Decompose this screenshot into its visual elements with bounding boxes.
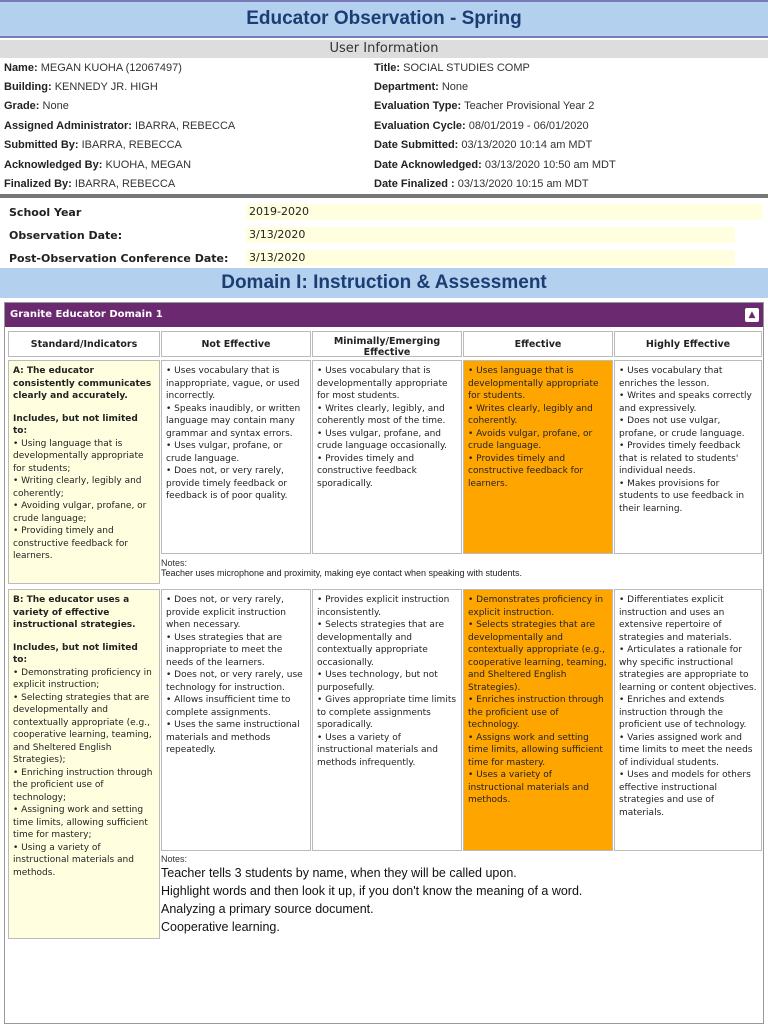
page-title: Educator Observation - Spring [0,0,768,38]
list-item: • Varies assigned work and time limits to meet the needs of individual students. [619,732,757,770]
list-item: • Provides timely and constructive feedback sporadically. [317,453,457,491]
row-b-highly-effective[interactable] [614,589,762,851]
header-standard: Standard/Indicators [8,331,160,357]
school-year-value: 2019-2020 [246,204,762,220]
domain-panel [4,302,764,1024]
list-item: • Using a variety of instructional materials and methods. [13,842,155,880]
user-info-grid [0,60,768,194]
row-b-notes-line-3: Analyzing a primary source document. [161,902,374,916]
row-b-minimal[interactable] [312,589,462,851]
list-item: • Selects strategies that are developmentally and contextually appropriate (e.g., cooperative learning, teaming, and Sheltered English Strategies). [468,619,608,694]
info-department: Department: None [374,81,469,93]
list-item: • Uses and models for others effective instructional strategies and use of materials. [619,769,757,819]
row-b-notes-line-1: Teacher tells 3 students by name, when they will be called upon. [161,866,517,880]
list-item: • Allows insufficient time to complete assignments. [166,694,306,719]
panel-header [5,303,763,327]
row-a-highly-effective[interactable] [614,360,762,554]
row-a-notes-text: Teacher uses microphone and proximity, making eye contact when speaking with students. [161,568,523,578]
row-b-notes-line-2: Highlight words and then look it up, if you don't know the meaning of a word. [161,884,583,898]
list-item: • Does not, or very rarely, provide timely feedback or feedback is of poor quality. [166,465,306,503]
info-admin: Assigned Administrator: IBARRA, REBECCA [4,120,236,132]
info-date-submitted: Date Submitted: 03/13/2020 10:14 am MDT [374,139,593,151]
conference-date-label: Post-Observation Conference Date: [9,252,229,265]
standard-a [8,360,160,584]
row-a-effective[interactable] [463,360,613,554]
list-item: • Demonstrating proficiency in explicit instruction; [13,667,155,692]
list-item: • Differentiates explicit instruction and uses an extensive repertoire of strategies and materials. [619,594,757,644]
list-item: • Speaks inaudibly, or written language may contain many grammar and syntax errors. [166,403,306,441]
list-item: • Demonstrates proficiency in explicit instruction. [468,594,608,619]
standard-a-list [13,438,155,563]
list-item: • Uses a variety of instructional materials and methods. [468,769,608,807]
school-year-label: School Year [9,206,82,219]
section-divider [0,194,768,198]
standard-a-title: A: The educator consistently communicates clearly and accurately. [13,366,152,401]
list-item: • Uses vulgar, profane, or crude language. [166,440,306,465]
row-a-notes [161,558,761,578]
conference-date-row [0,249,768,269]
row-b-notes-line-4: Cooperative learning. [161,920,280,934]
list-item: • Assigning work and setting time limits, allowing sufficient time for mastery; [13,804,155,842]
row-b-minimal-list [317,594,457,769]
info-submitted-by: Submitted By: IBARRA, REBECCA [4,139,182,151]
panel-title: Granite Educator Domain 1 [10,309,163,320]
list-item: • Uses vocabulary that enriches the lesson. [619,365,757,390]
row-a-highly-list [619,365,757,515]
list-item: • Uses a variety of instructional materials and methods infrequently. [317,732,457,770]
info-date-finalized: Date Finalized : 03/13/2020 10:15 am MDT [374,178,589,190]
list-item: • Provides timely and constructive feedback for learners. [468,453,608,491]
standard-b-title: B: The educator uses a variety of effective instructional strategies. [13,595,136,630]
list-item: • Writing clearly, legibly and coherently; [13,475,155,500]
info-name: Name: MEGAN KUOHA (12067497) [4,62,182,74]
standard-b [8,589,160,939]
list-item: • Selects strategies that are developmentally and contextually appropriate occasionally. [317,619,457,669]
row-a-not-effective[interactable] [161,360,311,554]
row-b-notes [161,854,761,936]
list-item: • Writes and speaks correctly and expressively. [619,390,757,415]
row-b-effective[interactable] [463,589,613,851]
observation-date-label: Observation Date: [9,229,123,242]
info-acknowledged-by: Acknowledged By: KUOHA, MEGAN [4,159,192,171]
row-b-not-effective[interactable] [161,589,311,851]
list-item: • Writes clearly, legibly and coherently. [468,403,608,428]
standard-b-list [13,667,155,880]
list-item: • Provides explicit instruction inconsistently. [317,594,457,619]
row-b-notes-label: Notes: [161,854,188,864]
list-item: • Enriching instruction through the proficient use of technology; [13,767,155,805]
row-a-effective-list [468,365,608,490]
list-item: • Makes provisions for students to use feedback in their learning. [619,478,757,516]
header-not-effective: Not Effective [161,331,311,357]
observation-date-value: 3/13/2020 [246,227,735,243]
list-item: • Uses language that is developmentally appropriate for students. [468,365,608,403]
info-evaluation-type: Evaluation Type: Teacher Provisional Year 2 [374,100,595,112]
list-item: • Articulates a rationale for why specific instructional strategies are appropriate to learning or content objectives. [619,644,757,694]
header-minimal: Minimally/Emerging Effective [312,331,462,357]
row-a-minimal-list [317,365,457,490]
domain-title: Domain I: Instruction & Assessment [0,268,768,298]
list-item: • Avoiding vulgar, profane, or crude language; [13,500,155,525]
list-item: • Uses strategies that are inappropriate to meet the needs of the learners. [166,632,306,670]
list-item: • Does not, or very rarely, provide explicit instruction when necessary. [166,594,306,632]
list-item: • Does not use vulgar, profane, or crude language. [619,415,757,440]
info-grade: Grade: None [4,100,69,112]
row-a-not-effective-list [166,365,306,503]
header-effective: Effective [463,331,613,357]
list-item: • Enriches and extends instruction through the proficient use of technology. [619,694,757,732]
user-info-header: User Information [0,40,768,58]
list-item: • Provides timely feedback that is related to students' individual needs. [619,440,757,478]
list-item: • Uses vocabulary that is inappropriate, vague, or used incorrectly. [166,365,306,403]
row-b-effective-list [468,594,608,807]
standard-a-sub: Includes, but not limited to: [13,413,138,436]
info-building: Building: KENNEDY JR. HIGH [4,81,158,93]
list-item: • Avoids vulgar, profane, or crude language. [468,428,608,453]
row-a-minimal[interactable] [312,360,462,554]
list-item: • Uses vulgar, profane, and crude language occasionally. [317,428,457,453]
list-item: • Providing timely and constructive feedback for learners. [13,525,155,563]
row-b-not-effective-list [166,594,306,757]
list-item: • Uses vocabulary that is developmentally appropriate for most students. [317,365,457,403]
school-year-row [0,203,768,223]
info-date-acknowledged: Date Acknowledged: 03/13/2020 10:50 am MDT [374,159,616,171]
list-item: • Does not, or very rarely, use technology for instruction. [166,669,306,694]
row-a-notes-label: Notes: [161,558,188,568]
list-item: • Selecting strategies that are developmentally and contextually appropriate (e.g., cooperative learning, teaming, and Sheltered English Strategies); [13,692,155,767]
list-item: • Assigns work and setting time limits, allowing sufficient time for mastery. [468,732,608,770]
conference-date-value: 3/13/2020 [246,250,735,266]
info-evaluation-cycle: Evaluation Cycle: 08/01/2019 - 06/01/2020 [374,120,589,132]
list-item: • Writes clearly, legibly, and coherently most of the time. [317,403,457,428]
header-highly-effective: Highly Effective [614,331,762,357]
row-b-highly-list [619,594,757,819]
observation-date-row [0,226,768,246]
standard-b-sub: Includes, but not limited to: [13,642,138,665]
list-item: • Gives appropriate time limits to complete assignments sporadically. [317,694,457,732]
info-title: Title: SOCIAL STUDIES COMP [374,62,530,74]
list-item: • Enriches instruction through the proficient use of technology. [468,694,608,732]
list-item: • Uses the same instructional materials and methods repeatedly. [166,719,306,757]
list-item: • Uses technology, but not purposefully. [317,669,457,694]
chevron-up-icon[interactable]: ▲ [745,308,759,322]
info-finalized-by: Finalized By: IBARRA, REBECCA [4,178,176,190]
list-item: • Using language that is developmentally appropriate for students; [13,438,155,476]
